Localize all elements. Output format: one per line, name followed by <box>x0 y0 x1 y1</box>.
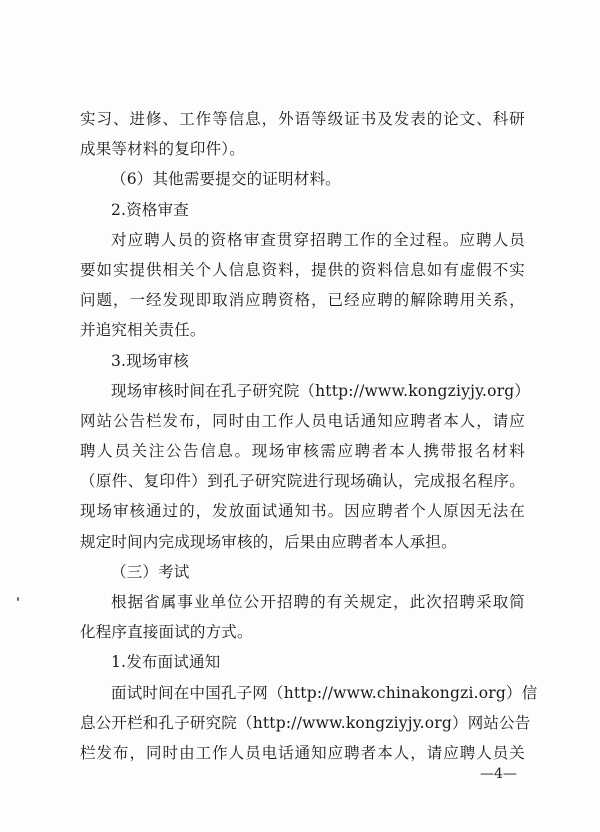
section-heading: 1.发布面试通知 <box>111 653 221 672</box>
page-number: —4— <box>480 766 517 782</box>
paragraph-line: 实习、进修、工作等信息，外语等级证书及发表的论文、科研 <box>80 110 525 128</box>
paragraph-line: 化程序直接面试的方式。 <box>80 623 253 642</box>
paragraph-line: 息公开栏和孔子研究院（http://www.kongziyjy.org）网站公告 <box>80 713 531 732</box>
section-heading: 2.资格审查 <box>111 200 189 219</box>
paragraph-line: 要如实提供相关个人信息资料，提供的资料信息如有虚假不实 <box>80 260 525 279</box>
section-heading: （三）考试 <box>111 562 190 581</box>
paragraph-line: 现场审核时间在孔子研究院（http://www.kongziyjy.org） <box>111 381 531 400</box>
body-text <box>80 104 538 768</box>
paragraph-line: 栏发布，同时由工作人员电话通知应聘者本人，请应聘人员关 <box>80 743 525 762</box>
paragraph-line: 现场审核通过的，发放面试通知书。因应聘者个人原因无法在 <box>80 502 525 521</box>
paragraph-line: 并追究相关责任。 <box>80 321 206 340</box>
paragraph-line: 面试时间在中国孔子网（http://www.chinakongzi.org）信 <box>111 683 538 702</box>
paragraph-line: 网站公告栏发布，同时由工作人员电话通知应聘者本人，请应 <box>80 411 525 430</box>
paragraph-line: （原件、复印件）到孔子研究院进行现场确认，完成报名程序。 <box>80 472 525 491</box>
paragraph-line: 对应聘人员的资格审查贯穿招聘工作的全过程。应聘人员 <box>111 230 525 249</box>
paragraph-line: 成果等材料的复印件）。 <box>80 140 245 159</box>
paragraph-line: 问题，一经发现即取消应聘资格，已经应聘的解除聘用关系， <box>80 291 525 310</box>
section-heading: 3.现场审核 <box>111 351 189 370</box>
paragraph-line: 规定时间内完成现场审核的，后果由应聘者本人承担。 <box>80 532 457 551</box>
paragraph-line: 根据省属事业单位公开招聘的有关规定，此次招聘采取简 <box>111 593 525 611</box>
scan-speck <box>17 597 19 601</box>
paragraph-line: （6）其他需要提交的证明材料。 <box>111 170 341 189</box>
paragraph-line: 聘人员关注公告信息。现场审核需应聘者本人携带报名材料 <box>80 442 525 461</box>
